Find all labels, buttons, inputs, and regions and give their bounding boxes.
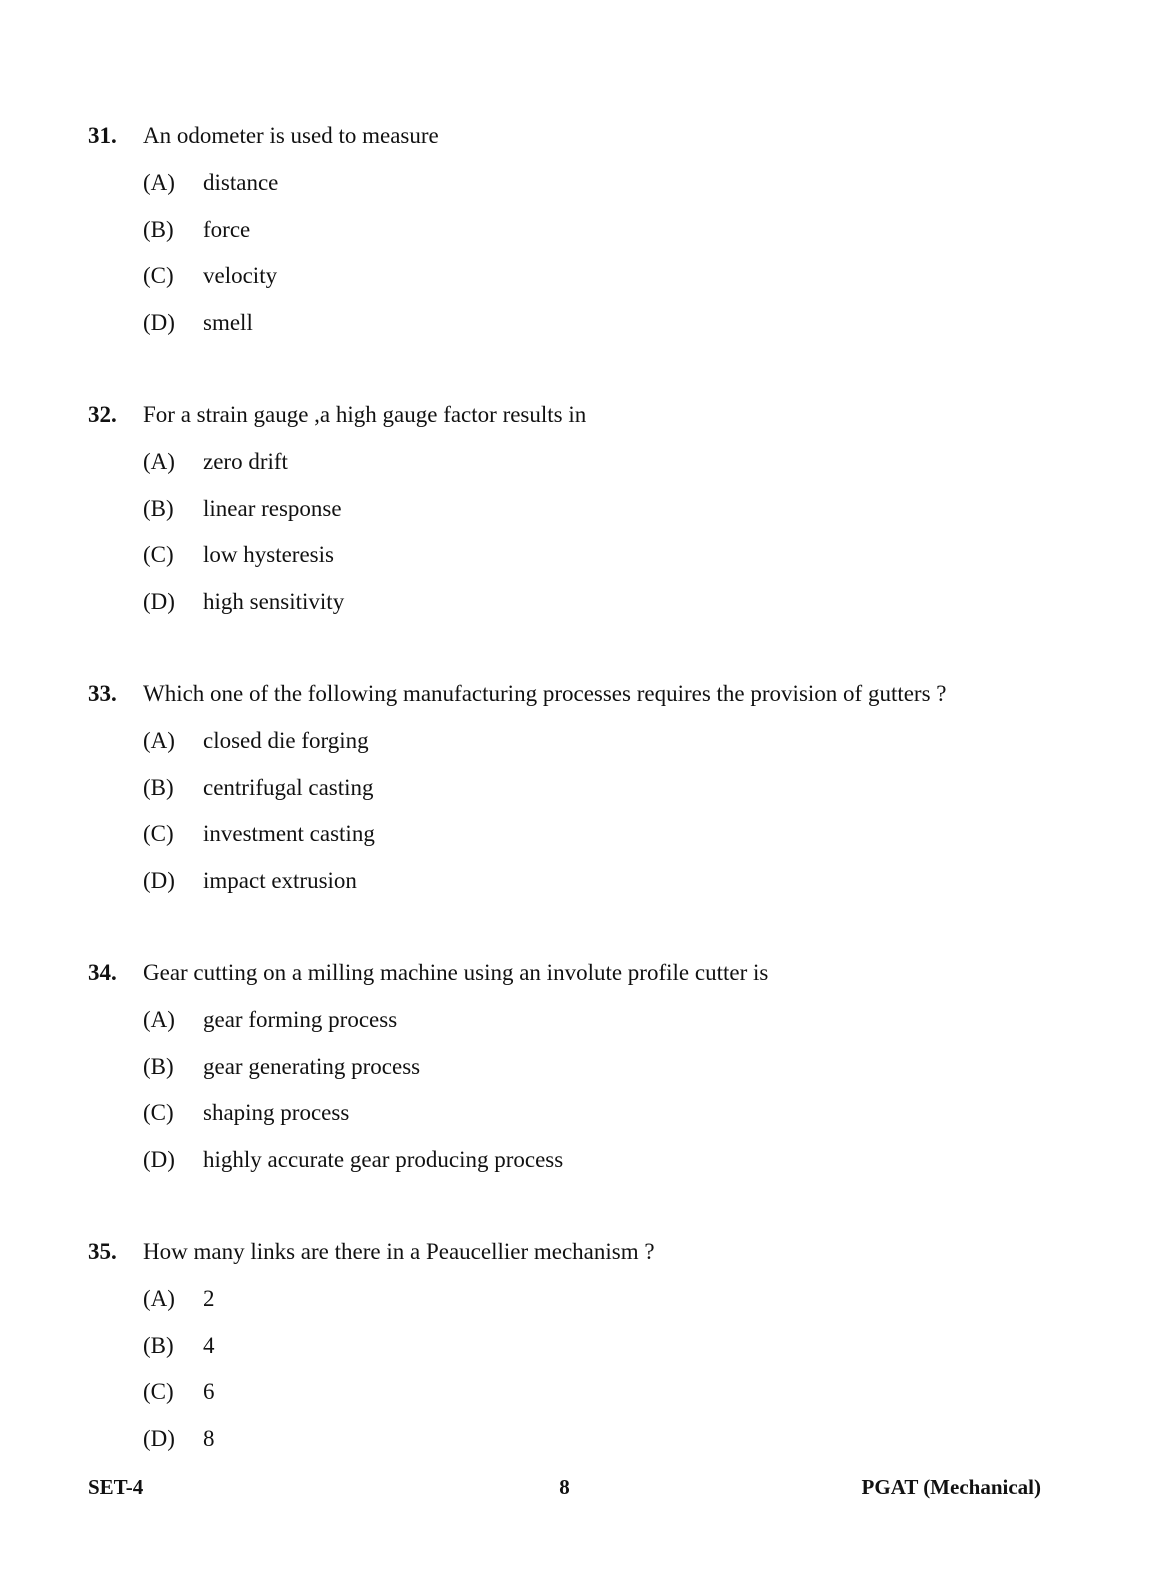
option-c xyxy=(88,261,1088,308)
option-text: 8 xyxy=(203,1425,215,1451)
option-letter: (B) xyxy=(143,216,174,242)
option-letter: (C) xyxy=(143,263,174,288)
option-letter: (A) xyxy=(143,728,175,753)
option-letter: (D) xyxy=(143,1146,175,1172)
question-35 xyxy=(88,1237,1088,1470)
option-text: distance xyxy=(203,170,279,195)
option-b xyxy=(88,1331,1088,1378)
page-number: 8 xyxy=(559,1475,570,1499)
option-letter: (C) xyxy=(143,1379,174,1404)
option-text: investment casting xyxy=(203,821,375,846)
option-d xyxy=(88,1424,1088,1471)
option-text: 2 xyxy=(203,1286,215,1311)
option-text: centrifugal casting xyxy=(203,774,374,800)
option-text: shaping process xyxy=(203,1100,350,1125)
option-letter: (C) xyxy=(143,542,174,567)
option-text: 4 xyxy=(203,1332,215,1358)
option-letter: (A) xyxy=(143,1286,175,1311)
option-a xyxy=(88,1284,1088,1331)
option-text: closed die forging xyxy=(203,728,369,753)
question-number: 33. xyxy=(88,681,117,706)
option-letter: (C) xyxy=(143,1100,174,1125)
question-text: Gear cutting on a milling machine using an involute profile cutter is xyxy=(143,960,769,985)
option-d xyxy=(88,1145,1088,1192)
option-text: gear generating process xyxy=(203,1053,421,1079)
option-c xyxy=(88,540,1088,587)
option-letter: (C) xyxy=(143,821,174,846)
option-letter: (A) xyxy=(143,170,175,195)
question-stem xyxy=(88,958,1088,1005)
option-a xyxy=(88,447,1088,494)
option-b xyxy=(88,1052,1088,1099)
option-text: impact extrusion xyxy=(203,867,357,893)
option-letter: (A) xyxy=(143,1007,175,1032)
question-stem xyxy=(88,400,1088,447)
question-number: 32. xyxy=(88,402,117,427)
question-stem xyxy=(88,679,1088,726)
option-b xyxy=(88,215,1088,262)
option-d xyxy=(88,866,1088,913)
question-34 xyxy=(88,958,1088,1191)
option-d xyxy=(88,308,1088,355)
option-c xyxy=(88,1098,1088,1145)
option-text: zero drift xyxy=(203,449,288,474)
subject-label: PGAT (Mechanical) xyxy=(861,1475,1041,1499)
option-c xyxy=(88,819,1088,866)
option-a xyxy=(88,726,1088,773)
option-text: gear forming process xyxy=(203,1007,398,1032)
option-d xyxy=(88,587,1088,634)
question-33 xyxy=(88,679,1088,912)
option-letter: (D) xyxy=(143,309,175,335)
option-text: smell xyxy=(203,309,253,335)
question-32 xyxy=(88,400,1088,633)
question-text: How many links are there in a Peaucellier mechanism ? xyxy=(143,1239,655,1264)
option-c xyxy=(88,1377,1088,1424)
option-letter: (B) xyxy=(143,774,174,800)
question-text: Which one of the following manufacturing processes requires the provision of gutters ? xyxy=(143,681,947,706)
option-letter: (D) xyxy=(143,867,175,893)
option-text: velocity xyxy=(203,263,278,288)
option-b xyxy=(88,773,1088,820)
question-text: An odometer is used to measure xyxy=(143,123,439,148)
option-letter: (B) xyxy=(143,1053,174,1079)
question-number: 35. xyxy=(88,1239,117,1264)
page-footer xyxy=(88,1472,1041,1502)
option-letter: (B) xyxy=(143,495,174,521)
option-text: linear response xyxy=(203,495,342,521)
option-text: 6 xyxy=(203,1379,215,1404)
option-letter: (D) xyxy=(143,1425,175,1451)
option-letter: (A) xyxy=(143,449,175,474)
question-31 xyxy=(88,121,1088,354)
option-text: low hysteresis xyxy=(203,542,334,567)
option-letter: (B) xyxy=(143,1332,174,1358)
option-a xyxy=(88,168,1088,215)
option-a xyxy=(88,1005,1088,1052)
question-text: For a strain gauge ,a high gauge factor results in xyxy=(143,402,587,427)
option-b xyxy=(88,494,1088,541)
option-text: highly accurate gear producing process xyxy=(203,1146,564,1172)
option-letter: (D) xyxy=(143,588,175,614)
question-number: 34. xyxy=(88,960,117,985)
set-label: SET-4 xyxy=(88,1475,144,1499)
question-number: 31. xyxy=(88,123,117,148)
question-stem xyxy=(88,121,1088,168)
question-stem xyxy=(88,1237,1088,1284)
option-text: high sensitivity xyxy=(203,588,345,614)
option-text: force xyxy=(203,216,251,242)
